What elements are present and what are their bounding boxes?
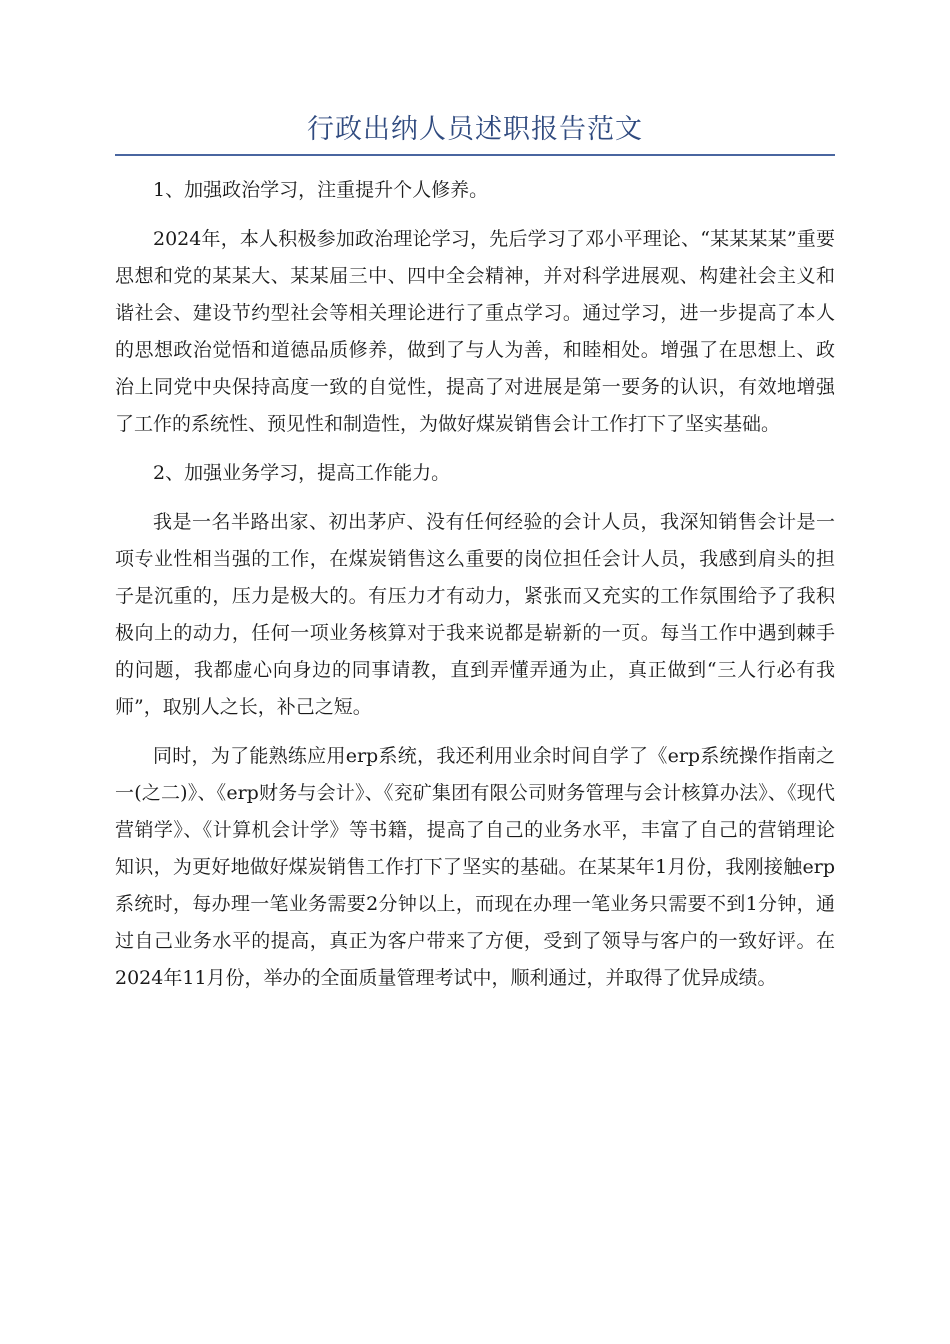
section-heading: 1、加强政治学习，注重提升个人修养。 [153, 179, 489, 201]
title-underline [115, 154, 835, 156]
section-heading: 2、加强业务学习，提高工作能力。 [153, 462, 451, 484]
document-body [115, 172, 835, 1009]
page-title: 行政出纳人员述职报告范文 [307, 114, 643, 145]
body-paragraph: 同时，为了能熟练应用erp系统，我还利用业余时间自学了《erp系统操作指南之一(之二)》、《erp财务与会计》、《兖矿集团有限公司财务管理与会计核算办法》、《现代营销学》、《计算机会计学》等书籍，提高了自己的业务水平，丰富了自己的营销理论知识，为更好地做好煤炭销售工作打下了坚实的基础。在某某年1月份，我刚接触erp系统时，每办理一笔业务需要2分钟以上，而现在办理一笔业务只需要不到1分钟，通过自己业务水平的提高，真正为客户带来了方便，受到了领导与客户的一致好评。在2024年11月份，举办的全面质量管理考试中，顺利通过，并取得了优异成绩。 [115, 745, 835, 989]
body-paragraph: 我是一名半路出家、初出茅庐、没有任何经验的会计人员，我深知销售会计是一项专业性相当强的工作，在煤炭销售这么重要的岗位担任会计人员，我感到肩头的担子是沉重的，压力是极大的。有压力才有动力，紧张而又充实的工作氛围给予了我积极向上的动力，任何一项业务核算对于我来说都是崭新的一页。每当工作中遇到棘手的问题，我都虚心向身边的同事请教，直到弄懂弄通为止，真正做到“三人行必有我师”，取别人之长，补己之短。 [115, 511, 835, 718]
body-paragraph: 2024年，本人积极参加政治理论学习，先后学习了邓小平理论、“某某某某”重要思想和党的某某大、某某届三中、四中全会精神，并对科学进展观、构建社会主义和谐社会、建设节约型社会等相关理论进行了重点学习。通过学习，进一步提高了本人的思想政治觉悟和道德品质修养，做到了与人为善，和睦相处。增强了在思想上、政治上同党中央保持高度一致的自觉性，提高了对进展是第一要务的认识，有效地增强了工作的系统性、预见性和制造性，为做好煤炭销售会计工作打下了坚实基础。 [115, 228, 835, 435]
